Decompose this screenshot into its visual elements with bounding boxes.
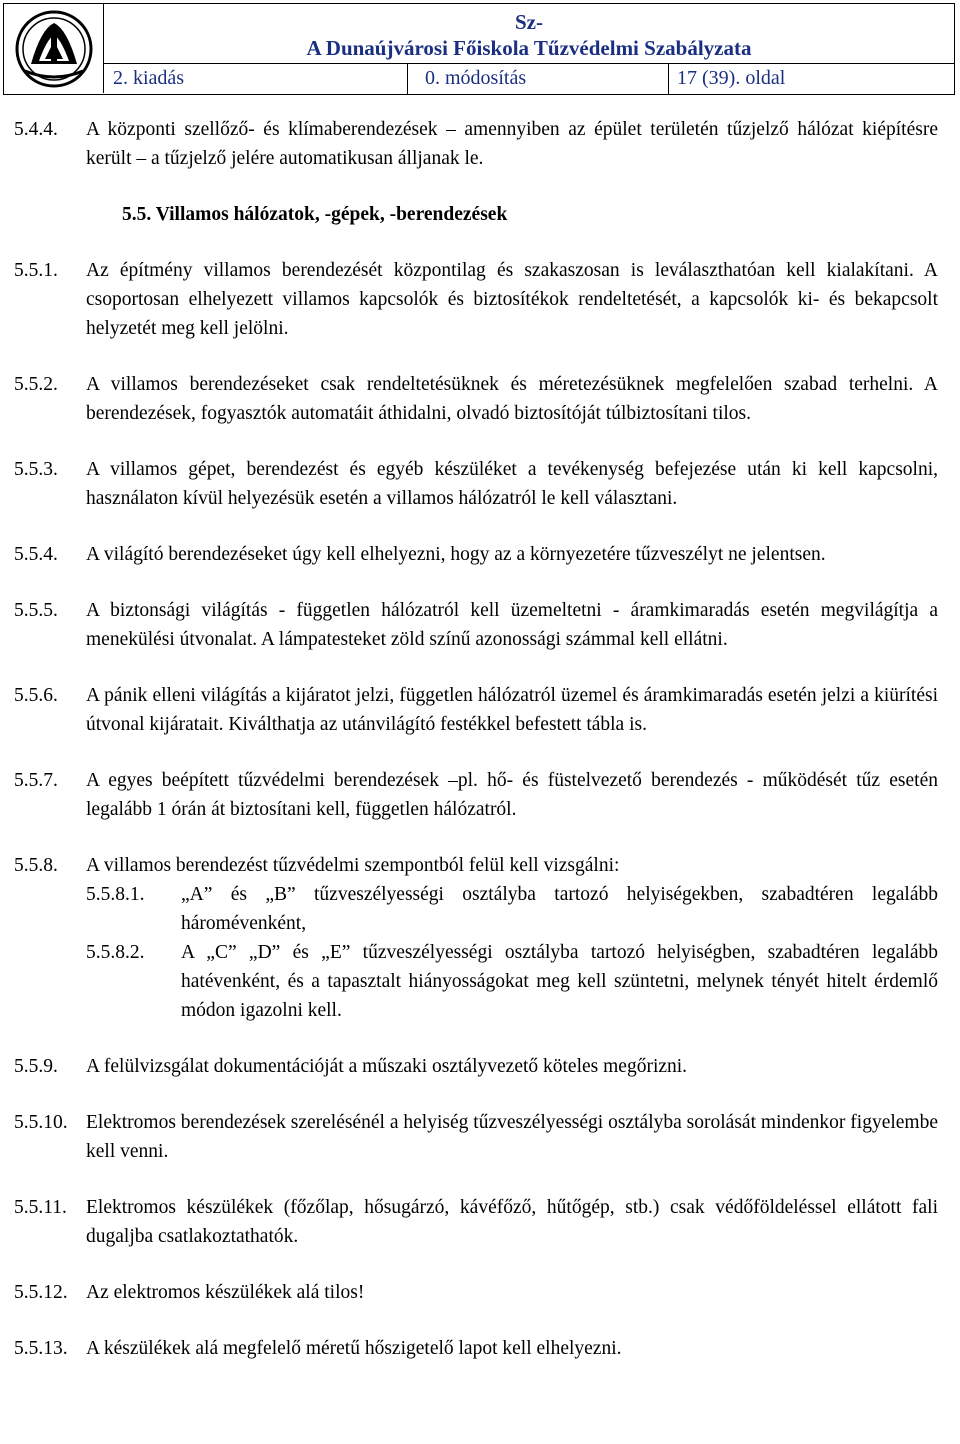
document-header [3, 3, 955, 95]
title-line-1: Sz- [515, 10, 543, 34]
section-item [14, 1278, 938, 1307]
section-number: 5.5.5. [14, 600, 58, 621]
section-item [14, 370, 938, 428]
section-text: A pánik elleni világítás a kijáratot jelzi, független hálózatról üzemel és áramkimaradás esetén jelzi a kiürítési útvonal kijáratait. Kiválthatja az utánvilágító festékkel befestett tábla is. [86, 685, 938, 735]
section-item [14, 1193, 938, 1251]
section-item [14, 596, 938, 654]
section-text: A felülvizsgálat dokumentációját a műszaki osztályvezető köteles megőrizni. [86, 1056, 688, 1077]
section-number: 5.5.1. [14, 260, 58, 281]
subsection-number: 5.5.8.1. [86, 884, 145, 905]
subsection-text: „A” és „B” tűzveszélyességi osztályba tartozó helyiségekben, szabadtéren legalább háromévenként, [181, 884, 938, 934]
section-text: Elektromos készülékek (főzőlap, hősugárzó, kávéfőző, hűtőgép, stb.) csak védőföldeléssel ellátott fali dugaljba csatlakoztathatók. [86, 1197, 938, 1247]
page-cell: 17 (39). oldal [677, 67, 786, 89]
section-text: Elektromos berendezések szerelésénél a helyiség tűzveszélyességi osztályba sorolását mindenkor figyelembe kell venni. [86, 1112, 938, 1162]
section-text: A készülékek alá megfelelő méretű hőszigetelő lapot kell elhelyezni. [86, 1338, 622, 1359]
section-text: A egyes beépített tűzvédelmi berendezések –pl. hő- és füstelvezető berendezés - működését tűz esetén legalább 1 órán át biztosítani kell, független hálózatról. [86, 770, 938, 820]
section-text: A biztonsági világítás - független hálózatról kell üzemeltetni - áramkimaradás esetén megvilágítja a menekülési útvonalat. A lámpatesteket zöld színű azonossági számmal kell ellátni. [86, 600, 938, 650]
section-number: 5.5.3. [14, 459, 58, 480]
section-item [14, 1052, 938, 1081]
subsection-item [86, 880, 938, 938]
subsection-item [86, 938, 938, 1025]
institution-logo [4, 4, 104, 93]
section-number: 5.5.7. [14, 770, 58, 791]
edition-cell: 2. kiadás [104, 64, 408, 94]
section-number: 5.5.4. [14, 544, 58, 565]
section-number: 5.5.6. [14, 685, 58, 706]
section-text: A villamos gépet, berendezést és egyéb készüléket a tevékenység befejezése után ki kell kapcsolni, használaton kívül helyezésük esetén a villamos hálózatról le kell választani. [86, 459, 938, 509]
section-item [14, 681, 938, 739]
section-text: A központi szellőző- és klímaberendezések – amennyiben az épület területén tűzjelző hálózat kiépítésre került – a tűzjelző jelére automatikusan álljanak le. [86, 119, 938, 169]
logo-emblem-icon [11, 9, 97, 89]
header-meta-row [104, 64, 954, 94]
section-item [14, 766, 938, 824]
section-number: 5.5.9. [14, 1056, 58, 1077]
title-line-2: A Dunaújvárosi Főiskola Tűzvédelmi Szabályzata [306, 36, 752, 60]
section-text: Az építmény villamos berendezését központilag és szakaszosan is leválaszthatóan kell kialakítani. A csoportosan elhelyezett villamos kapcsolók és biztosítékok rendeltetését, a kapcsolók ki- és bekapcsolt helyzetét meg kell jelölni. [86, 260, 938, 339]
subsection-text: A „C” „D” és „E” tűzveszélyességi osztályba tartozó helyiségben, szabadtéren legalább hatévenként, és a tapasztalt hiányosságokat meg kell szüntetni, melynek tényét hitelt érdemlő módon igazolni kell. [181, 942, 938, 1021]
subsection-number: 5.5.8.2. [86, 942, 145, 963]
section-number: 5.5.2. [14, 374, 58, 395]
modification-cell: 0. módosítás [408, 64, 669, 94]
document-title [104, 4, 954, 64]
section-number: 5.5.10. [14, 1112, 68, 1133]
section-item [14, 256, 938, 343]
section-item [14, 455, 938, 513]
section-text: Az elektromos készülékek alá tilos! [86, 1282, 365, 1303]
section-text: A világító berendezéseket úgy kell elhelyezni, hogy az a környezetére tűzveszélyt ne jelentsen. [86, 544, 826, 565]
section-item [14, 115, 938, 173]
document-body [14, 115, 938, 1363]
section-text: A villamos berendezést tűzvédelmi szempontból felül kell vizsgálni: [86, 855, 620, 876]
section-number: 5.5.11. [14, 1197, 67, 1218]
section-number: 5.5.12. [14, 1282, 68, 1303]
section-item [14, 1334, 938, 1363]
section-item [14, 851, 938, 880]
section-number: 5.5.8. [14, 855, 58, 876]
section-number: 5.5.13. [14, 1338, 68, 1359]
section-item [14, 540, 938, 569]
section-item [14, 1108, 938, 1166]
section-heading: 5.5. Villamos hálózatok, -gépek, -berendezések [122, 204, 508, 225]
section-number: 5.4.4. [14, 119, 58, 140]
section-text: A villamos berendezéseket csak rendeltetésüknek és méretezésüknek megfelelően szabad terhelni. A berendezések, fogyasztók automatáit áthidalni, olvadó biztosítóját túlbiztosítani tilos. [86, 374, 938, 424]
